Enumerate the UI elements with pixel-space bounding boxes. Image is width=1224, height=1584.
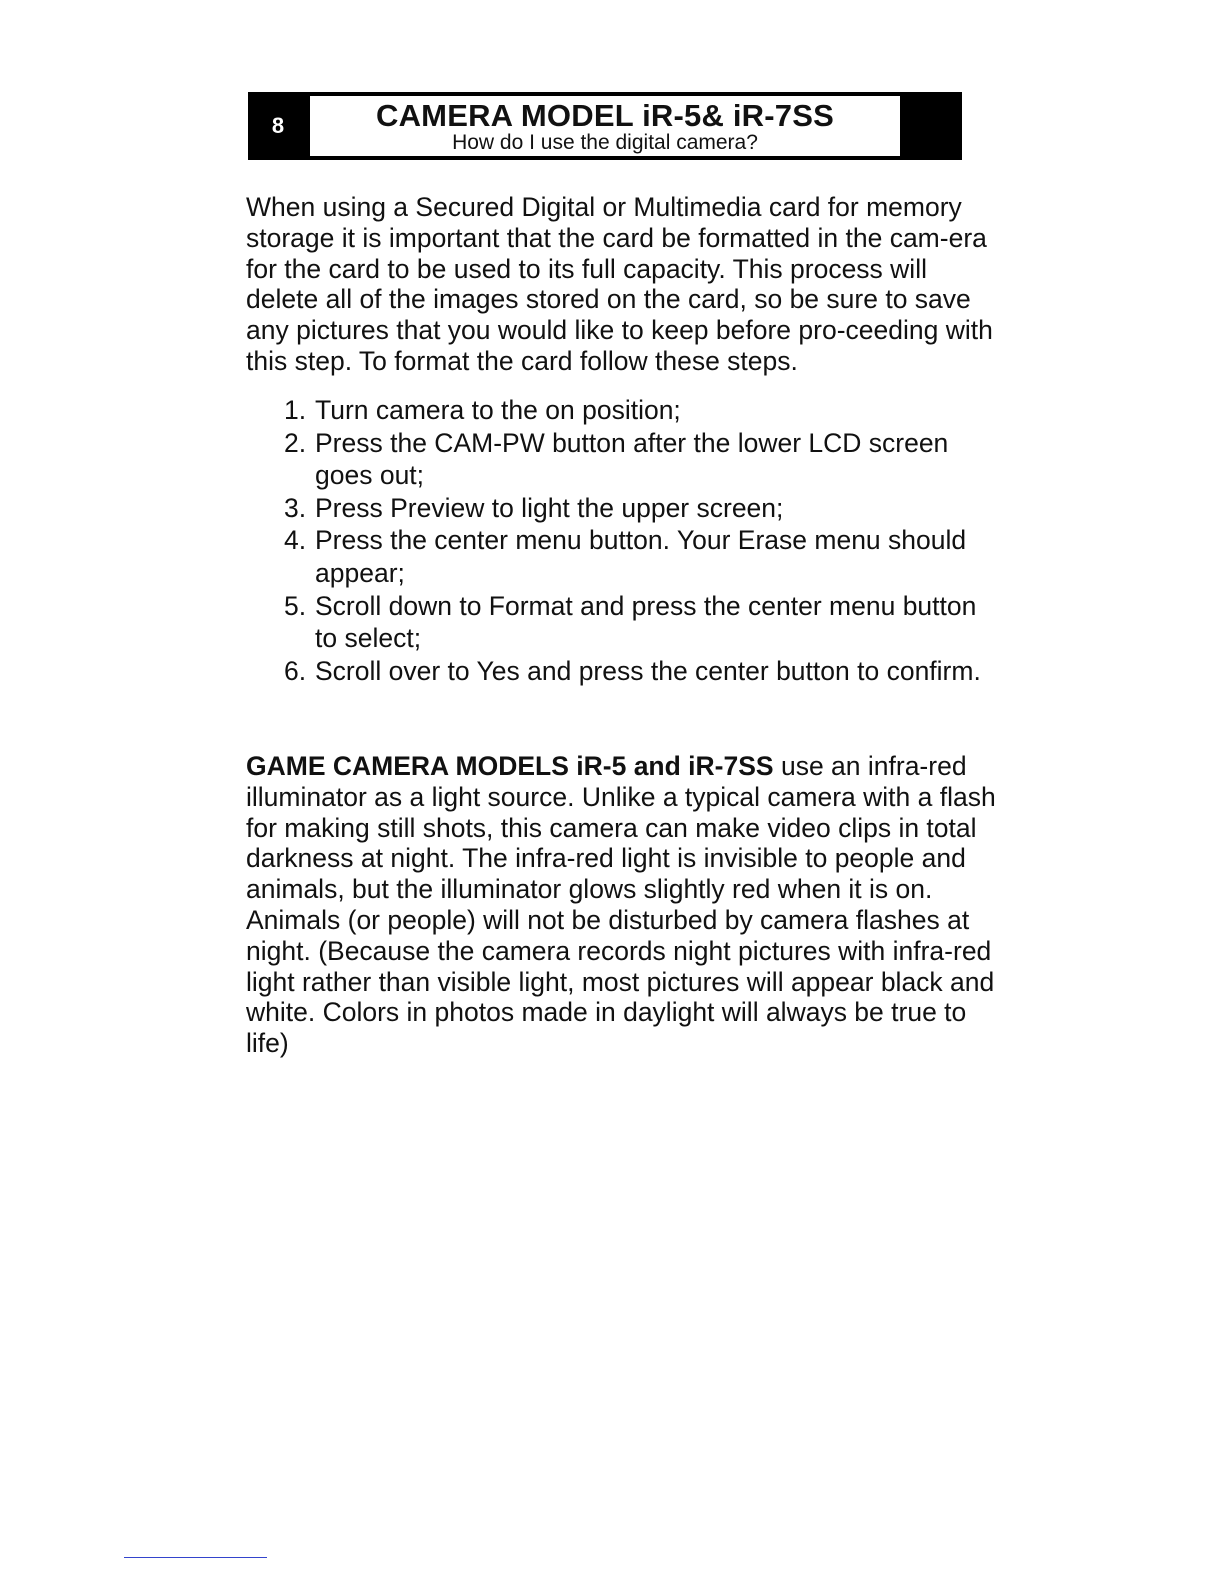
step-text: Press the CAM-PW button after the lower LCD screen goes out;: [315, 427, 949, 491]
step-text: Press Preview to light the upper screen;: [315, 492, 784, 523]
step-text: Turn camera to the on position;: [315, 395, 681, 425]
list-item: [284, 524, 1004, 589]
intro-paragraph: When using a Secured Digital or Multimedia card for memory storage it is important that the card be formatted in the cam-era for the card to be used to its full capacity. This process will delete all of the images stored on the card, so be sure to save any pictures that you would like to keep before pro-ceeding with this step. To format the card follow these steps.: [246, 192, 993, 376]
models-lead-text: GAME CAMERA MODELS iR-5 and iR-7SS: [246, 751, 774, 781]
list-item: [284, 492, 1004, 525]
step-number: 3.: [284, 492, 307, 523]
list-item: [284, 655, 1004, 688]
step-text: Press the center menu button. Your Erase menu should appear;: [315, 525, 967, 588]
page-number: 8: [271, 113, 285, 138]
step-number: 2.: [284, 427, 307, 458]
step-number: 1.: [284, 395, 307, 425]
title-box: [310, 96, 900, 156]
step-number: 4.: [284, 525, 307, 556]
step-text: Scroll down to Format and press the center menu button to select;: [315, 590, 977, 654]
page-title: CAMERA MODEL iR-5& iR-7SS: [376, 98, 834, 133]
step-number: 6.: [284, 655, 307, 686]
infrared-body-text: use an infra-red illuminator as a light source. Unlike a typical camera with a flash for making still shots, this camera can make video clips in total darkness at night. The infra-red light is invisible to people and animals, but the illuminator glows slightly red when it is on. Animals (or people) will not be disturbed by camera flashes at night. (Because the camera records night pictures with infra-red light rather than visible light, most pictures will appear black and white. Colors in photos made in daylight will always be true to life): [246, 751, 996, 1059]
list-item: [284, 427, 1004, 492]
step-number: 5.: [284, 590, 307, 621]
step-text: Scroll over to Yes and press the center button to confirm.: [315, 655, 981, 686]
infrared-paragraph: [246, 751, 1006, 1059]
page-header-banner: [248, 92, 962, 160]
list-item: [284, 394, 1004, 427]
format-steps-list: [284, 394, 1004, 687]
page-subtitle: How do I use the digital camera?: [452, 131, 758, 154]
list-item: [284, 590, 1004, 655]
footer-rule: [124, 1557, 267, 1558]
